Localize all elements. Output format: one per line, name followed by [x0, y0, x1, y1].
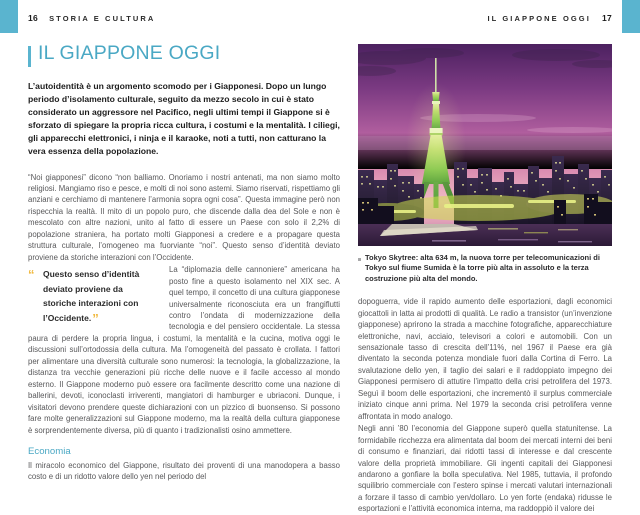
- body-paragraph-3: Il miracolo economico del Giappone, risultato dei proventi di una manodopera a basso costo e di un ridotto valore dello yen nel periodo del: [28, 460, 340, 482]
- title-accent-rule: [28, 46, 31, 67]
- pull-quote-text: Questo senso d’identità deviato proviene da storiche interazioni con l’Occidente.: [43, 269, 140, 324]
- tokyo-skytree-photo: [358, 44, 612, 246]
- folio-left: 16: [28, 13, 39, 23]
- page-edge-tab-right: [622, 0, 640, 33]
- running-head-right: [487, 13, 612, 23]
- page-title: IL GIAPPONE OGGI: [38, 42, 221, 64]
- pull-quote: [28, 267, 156, 326]
- running-head-left-label: STORIA E CULTURA: [49, 14, 156, 23]
- right-body-paragraph-2: Negli anni ’80 l’economia del Giappone superò quella statunitense. La formidabile ricchezza era alimentata dal boom dei mercati interni dei beni di consumo e finanziari, dai ridotti tassi di interesse e dal crescente valore della proprietà immobiliare. Gli ingenti capitali dei Giapponesi andarono a gonfiare la bolla speculativa. Nel 1985, tuttavia, il profondo squilibrio commerciale con l’estero spinse i mercati valutari internazionali a forzare il tasso di cambio yen/dollaro. Lo yen forte (endaka) ridusse le esportazioni e l’attività economica interna, ma raddoppiò il valore dei: [358, 424, 612, 514]
- left-column: [28, 44, 340, 484]
- caption-bullet-icon: [358, 258, 361, 261]
- caption-text: Tokyo Skytree: alta 634 m, la nuova torre per telecomunicazioni di Tokyo sul fiume Sumida è la torre più alta in assoluto e la terza costruzione più alta del mondo.: [365, 253, 600, 283]
- subheading-economia: Economia: [28, 445, 71, 457]
- quote-open-mark: “: [28, 267, 34, 283]
- photo-caption: [358, 253, 612, 284]
- tokyo-skytree-illustration: [358, 44, 612, 246]
- page-title-block: [28, 44, 340, 67]
- pull-quote-text-wrap: [28, 267, 156, 326]
- running-head-right-label: IL GIAPPONE OGGI: [487, 14, 591, 23]
- right-body-paragraph-1: dopoguerra, vide il rapido aumento delle esportazioni, dagli economici giocattoli in latta ai prodotti di qualità. Le radio a transistor (un’invenzione giapponese) aprirono la strada a macchine fotografiche, apparecchiature elettroniche, navi, acciaio, televisori a colori e automobili. Con un sensazionale tasso di crescita dell’11%, nel 1967 il Paese era già diventato la seconda potenza mondiale fuori dalla Cortina di Ferro. La svalutazione dello yen, il taglio dei salari e il raddoppiato impegno dei Giapponesi permisero di attutire l’impatto della crisi petrolifera del 1973. Seguì il boom delle esportazioni, che incrementò il surplus commerciale iniziato cinque anni prima. Nel 1979 la seconda crisi petrolifera venne affrontata in modo analogo.: [358, 297, 612, 421]
- quote-close-mark: ”: [92, 311, 98, 327]
- body-paragraph-2: La “diplomazia delle cannoniere” americana ha posto fine a questo isolamento nel XIX sec. A quel tempo, il concetto di una cultura giapponese universalmente riconosciuta era un frangiflutti contro l’ondata di modernizzazione della tecnologia e del pensiero occidentale. La stessa paura di perdere la propria lingua, i costumi, la mentalità e la cucina, motiva oggi le discussioni sull’ortodossia della cultura. Ma l’omogeneità del passato è crollata. I fattori per alimentare una diversità culturale sono numerosi: la tecnologia, la globalizzazione, la distanza tra vecchie generazioni più ricche delle nuove e il facile accesso al mondo esterno. Il Giappone moderno può essere ora facilmente descritto come una nazione di ballerini, devoti, iconoclasti irriverenti, mangiatori di hamburger e ubriaconi. Dunque, i visitatori devono prendere queste dichiarazioni con un pizzico di buonsenso. Si possono fare molte generalizzazioni sul Giappone moderno, ma la realtà della cultura giapponese è sorprendentemente diversa, più di quanto i tradizionalisti osino ammettere.: [28, 265, 340, 435]
- page-edge-tab-left: [0, 0, 18, 33]
- right-column: [358, 44, 612, 515]
- intro-paragraph: L’autoidentità è un argomento scomodo per i Giapponesi. Dopo un lungo periodo d’isolamento culturale, seguito da mezzo secolo in cui è stato considerato un aggressore nel Pacifico, negli ultimi tempi il Giappone si è sforzato di spiegare la propria ricca cultura, i costumi e la mentalità. I ciliegi, gli apparecchi elettronici, i ninja e il karaoke, noti a tutti, non catturano la vera essenza della popolazione.: [28, 81, 340, 157]
- body-paragraph-1: “Noi giapponesi” dicono “non balliamo. Onoriamo i nostri antenati, ma non siamo molto religiosi. Mangiamo riso e pesce, e molti di noi sono astemi. Siamo riservati, rispettiamo gli anziani e cerchiamo di mantenere l’armonia sopra ogni cosa”. Questa immagine però non rispecchia la realtà. Il mito di un popolo puro, che discende dalla dea del Sole e non è mescolato con altre nazioni, unito al fatto di essere un Paese con solo il 2,2% di popolazione straniera, ha portato molti Giapponesi a credere e a propagare questa struttura culturale, l’omogeneo ma fuorviante “noi”. Questo senso d’identità deviato proviene da storiche interazioni con l’Occidente.: [28, 172, 341, 262]
- running-head-left: [28, 13, 155, 23]
- folio-right: 17: [601, 13, 612, 23]
